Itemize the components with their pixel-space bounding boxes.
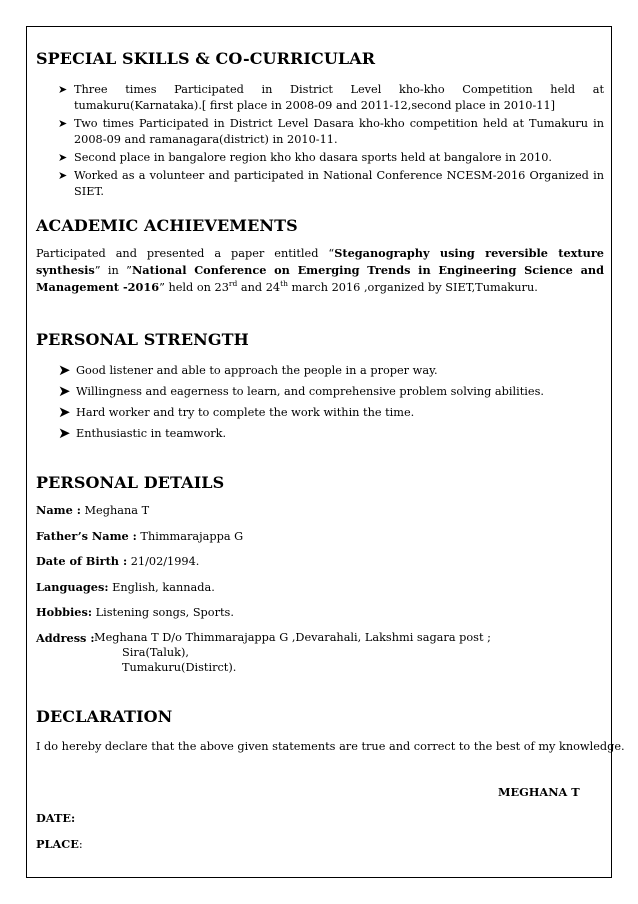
declaration-heading: DECLARATION	[36, 707, 173, 726]
list-item: ➤ Second place in bangalore region kho kho dasara sports held at bangalore in 2010.	[58, 151, 553, 164]
arrow-bullet-icon: ➤	[58, 117, 68, 130]
arrow-bullet-icon: ➤	[58, 83, 68, 96]
strength-list	[58, 360, 604, 444]
arrow-bullet-icon: ➤	[58, 424, 71, 442]
place-label: PLACE:	[36, 837, 83, 851]
special-skills-heading: SPECIAL SKILLS & CO-CURRICULAR	[36, 49, 376, 68]
arrow-bullet-icon: ➤	[58, 382, 71, 400]
list-item: ➤ Two times Participated in District Level Dasara kho-kho competition held at Tumakuru in 2008-09 and ramanagara(district) in 2010-11.	[58, 117, 604, 146]
academic-paragraph: Participated and presented a paper entitled “Steganography using reversible texture synthesis” in ”National Conference on Emerging Trends in Engineering Science and Management -2016” held on 23rd and 24th march 2016 ,organized by SIET,Tumakuru.	[36, 246, 605, 294]
conference-name: National Conference on Emerging Trends in Engineering Science and Management -2016	[36, 263, 605, 294]
list-item: ➤ Willingness and eagerness to learn, and comprehensive problem solving abilities.	[58, 382, 544, 400]
paper-title: Steganography using reversible texture synthesis	[36, 246, 604, 277]
detail-dob: Date of Birth : 21/02/1994.	[36, 554, 200, 568]
detail-father: Father’s Name : Thimmarajappa G	[36, 529, 244, 543]
list-item: ➤ Three times Participated in District Level kho-kho Competition held at tumakuru(Karnataka).[ first place in 2008-09 and 2011-12,second place in 2010-11]	[58, 83, 604, 112]
detail-address-label: Address :	[36, 631, 95, 645]
declaration-text: I do hereby declare that the above given statements are true and correct to the best of my knowledge.	[36, 740, 625, 753]
strength-heading: PERSONAL STRENGTH	[36, 330, 249, 349]
signature-name: MEGHANA T	[498, 785, 580, 799]
date-label: DATE:	[36, 811, 76, 825]
details-heading: PERSONAL DETAILS	[36, 473, 225, 492]
arrow-bullet-icon: ➤	[58, 361, 71, 379]
list-item: ➤ Worked as a volunteer and participated in National Conference NCESM-2016 Organized in SIET.	[58, 169, 604, 198]
detail-name: Name : Meghana T	[36, 503, 150, 517]
detail-address-line3: Tumakuru(Distirct).	[122, 661, 237, 674]
detail-address-line1: Meghana T D/o Thimmarajappa G ,Devarahali, Lakshmi sagara post ;	[94, 631, 491, 644]
academic-heading: ACADEMIC ACHIEVEMENTS	[36, 216, 298, 235]
arrow-bullet-icon: ➤	[58, 151, 68, 164]
arrow-bullet-icon: ➤	[58, 403, 71, 421]
detail-languages: Languages: English, kannada.	[36, 580, 215, 594]
list-item: ➤ Hard worker and try to complete the work within the time.	[58, 403, 415, 421]
arrow-bullet-icon: ➤	[58, 169, 68, 182]
special-skills-list	[58, 82, 604, 202]
list-item: ➤ Enthusiastic in teamwork.	[58, 424, 227, 442]
list-item: ➤ Good listener and able to approach the people in a proper way.	[58, 361, 438, 379]
detail-hobbies: Hobbies: Listening songs, Sports.	[36, 605, 234, 619]
detail-address-line2: Sira(Taluk),	[122, 646, 190, 659]
